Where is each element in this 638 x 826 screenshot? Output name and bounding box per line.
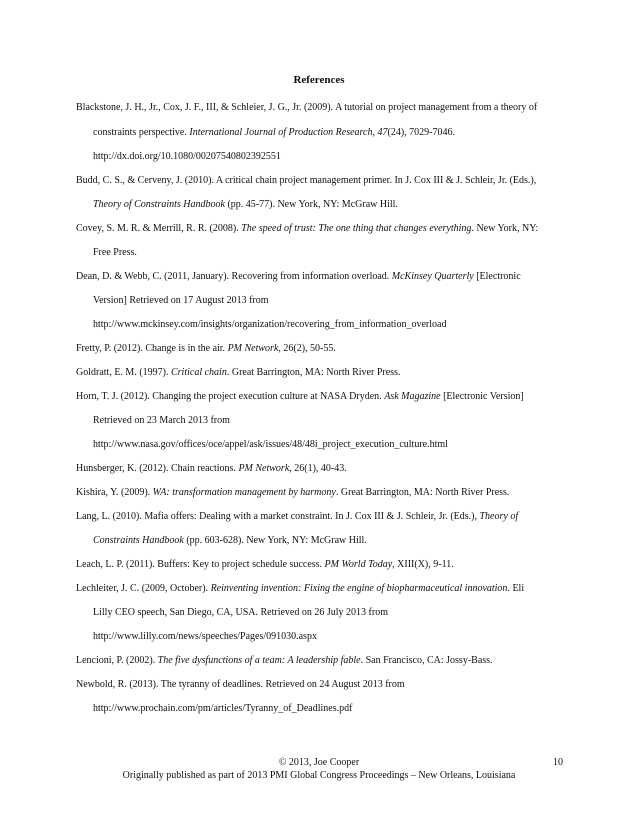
references-heading: References: [293, 74, 345, 86]
reference-budd-line1: Budd, C. S., & Cerveny, J. (2010). A critical chain project management primer. In J. Cox III & J. Schleir, Jr. (Eds.),: [76, 175, 537, 186]
reference-newbold-line1: Newbold, R. (2013). The tyranny of deadlines. Retrieved on 24 August 2013 from: [76, 679, 405, 690]
reference-horn-line1: Horn, T. J. (2012). Changing the project execution culture at NASA Dryden. Ask Magazine [Electronic Version]: [76, 391, 524, 402]
reference-dean-line2: Version] Retrieved on 17 August 2013 from: [93, 295, 269, 306]
reference-lechleiter-line1: Lechleiter, J. C. (2009, October). Reinventing invention: Fixing the engine of biopharmaceutical innovation. Eli: [76, 583, 525, 594]
reference-hunsberger: Hunsberger, K. (2012). Chain reactions. PM Network, 26(1), 40-43.: [76, 463, 347, 474]
reference-goldratt: Goldratt, E. M. (1997). Critical chain. Great Barrington, MA: North River Press.: [76, 367, 401, 378]
reference-dean-url-link[interactable]: http://www.mckinsey.com/insights/organization/recovering_from_information_overload: [93, 319, 447, 330]
reference-leach: Leach, L. P. (2011). Buffers: Key to project schedule success. PM World Today, XIII(X), 9-11.: [76, 559, 454, 570]
reference-budd-line2: Theory of Constraints Handbook (pp. 45-77). New York, NY: McGraw Hill.: [93, 199, 398, 210]
reference-horn-url-link[interactable]: http://www.nasa.gov/offices/oce/appel/ask/issues/48/48i_project_execution_culture.html: [93, 439, 448, 450]
reference-blackstone-doi-link[interactable]: http://dx.doi.org/10.1080/00207540802392551: [93, 151, 281, 162]
reference-dean-line1: Dean, D. & Webb, C. (2011, January). Recovering from information overload. McKinsey Quarterly [Electronic: [76, 271, 521, 282]
footer-publication-note: Originally published as part of 2013 PMI Global Congress Proceedings – New Orleans, Louisiana: [122, 770, 516, 781]
page-number: 10: [553, 757, 563, 768]
reference-blackstone-line2: constraints perspective. International Journal of Production Research, 47(24), 7029-7046.: [93, 127, 455, 138]
footer-copyright: © 2013, Joe Cooper: [278, 757, 360, 768]
reference-covey-line1: Covey, S. M. R. & Merrill, R. R. (2008). The speed of trust: The one thing that changes everything. New York, NY:: [76, 223, 539, 234]
reference-horn-line2: Retrieved on 23 March 2013 from: [93, 415, 230, 426]
reference-fretty: Fretty, P. (2012). Change is in the air. PM Network, 26(2), 50-55.: [76, 343, 336, 354]
reference-lechleiter-url-link[interactable]: http://www.lilly.com/news/speeches/Pages/091030.aspx: [93, 631, 317, 642]
reference-kishira: Kishira, Y. (2009). WA: transformation management by harmony. Great Barrington, MA: North River Press.: [76, 487, 510, 498]
reference-lang-line2: Constraints Handbook (pp. 603-628). New York, NY: McGraw Hill.: [93, 535, 367, 546]
reference-blackstone-line1: Blackstone, J. H., Jr., Cox, J. F., III, & Schleier, J. G., Jr. (2009). A tutorial on project management from a theory of: [76, 102, 538, 113]
reference-lencioni: Lencioni, P. (2002). The five dysfunctions of a team: A leadership fable. San Francisco, CA: Jossy-Bass.: [76, 655, 493, 666]
reference-newbold-url-link[interactable]: http://www.prochain.com/pm/articles/Tyranny_of_Deadlines.pdf: [93, 703, 353, 714]
reference-lechleiter-line2: Lilly CEO speech, San Diego, CA, USA. Retrieved on 26 July 2013 from: [93, 607, 388, 618]
reference-covey-line2: Free Press.: [93, 247, 137, 258]
reference-lang-line1: Lang, L. (2010). Mafia offers: Dealing with a market constraint. In J. Cox III & J. Schleir, Jr. (Eds.), Theory of: [76, 511, 519, 522]
